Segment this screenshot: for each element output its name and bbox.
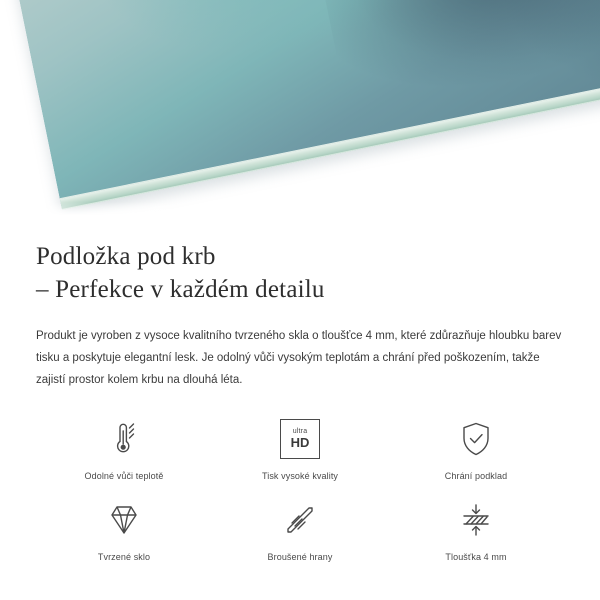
sparkle-ray: [502, 174, 521, 193]
feature-label: Odolné vůči teplotě: [84, 470, 164, 481]
ultra-hd-icon: [280, 416, 320, 462]
feature-grid: [36, 416, 564, 562]
page-title: [36, 218, 564, 307]
feature-item-temperature-resistance: [36, 416, 212, 481]
marble-glass-panel-photo: [0, 0, 600, 210]
ultra-hd-badge-top: ultra: [292, 428, 308, 436]
thermometer-icon: [102, 416, 146, 462]
feature-label: Tisk vysoké kvality: [261, 470, 339, 481]
feature-item-print-quality: [212, 416, 388, 481]
shield-check-icon: [454, 416, 498, 462]
ultra-hd-badge-bottom: HD: [290, 435, 310, 451]
feature-label: Tvrzené sklo: [97, 551, 151, 562]
hero-image-inner: [0, 0, 600, 218]
hero-fade: [0, 202, 600, 218]
sparkle-glint: [490, 162, 534, 206]
diamond-icon: [102, 497, 146, 543]
feature-item-polished-edges: [212, 497, 388, 562]
polished-edges-icon: [278, 497, 322, 543]
feature-item-tempered-glass: [36, 497, 212, 562]
feature-item-thickness: [388, 497, 564, 562]
marble-texture: [0, 0, 600, 210]
feature-label: Chrání podklad: [444, 470, 508, 481]
ultra-hd-badge: [280, 419, 320, 459]
page-title-line-1: Podložka pod krb: [36, 243, 216, 270]
description-paragraph: Produkt je vyroben z vysoce kvalitního tvrzeného skla o tloušťce 4 mm, které zdůrazňuje hloubku barev tisku a poskytuje elegantní lesk. Je odolný vůči vysokým teplotám a chrání před poškozením, takže zajistí prostor kolem krbu na dlouhá léta.: [36, 329, 562, 387]
feature-item-surface-protection: [388, 416, 564, 481]
feature-label: Broušené hrany: [267, 551, 333, 562]
page-title-line-2: – Perfekce v každém detailu: [36, 276, 325, 304]
feature-label: Tloušťka 4 mm: [445, 551, 507, 562]
content-area: [0, 218, 600, 562]
hero-image: [0, 0, 600, 218]
thickness-icon: [454, 497, 498, 543]
sparkle-ray: [502, 174, 521, 193]
